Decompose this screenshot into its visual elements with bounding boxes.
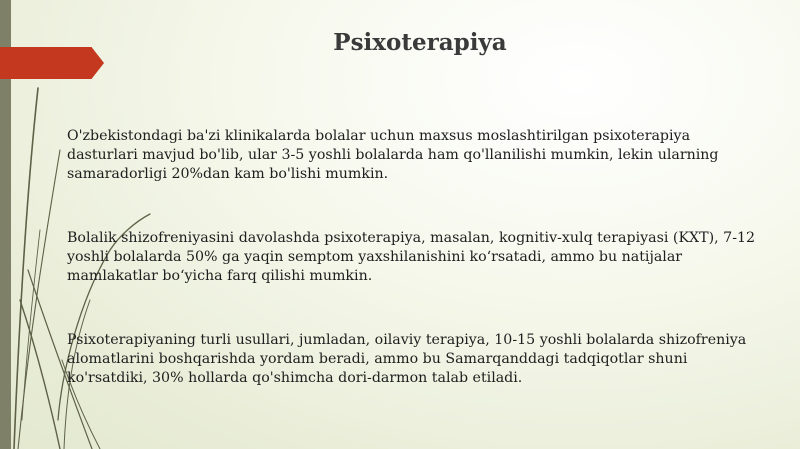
- paragraph-2: Bolalik shizofreniyasini davolashda psixoterapiya, masalan, kognitiv-xulq terapiyasi (KXT), 7-12 yoshli bolalarda 50% ga yaqin semptom yaxshilanishini koʻrsatadi, ammo bu natijalar mamlakatlar boʻyicha farq qilishi mumkin.: [67, 230, 756, 284]
- slide-title: Psixoterapiya: [333, 29, 507, 56]
- paragraph-1: O'zbekistondagi ba'zi klinikalarda bolalar uchun maxsus moslashtirilgan psixoterapiya dasturlari mavjud bo'lib, ular 3-5 yoshli bolalarda ham qo'llanilishi mumkin, lekin ularning samaradorligi 20%dan kam bo'lishi mumkin.: [67, 128, 719, 182]
- paragraph-3: Psixoterapiyaning turli usullari, jumladan, oilaviy terapiya, 10-15 yoshli bolalarda shizofreniya alomatlarini boshqarishda yordam beradi, ammo bu Samarqanddagi tadqiqotlar shuni ko'rsatdiki, 30% hollarda qo'shimcha dori-darmon talab etiladi.: [67, 332, 747, 386]
- title-accent-arrow: [0, 47, 104, 79]
